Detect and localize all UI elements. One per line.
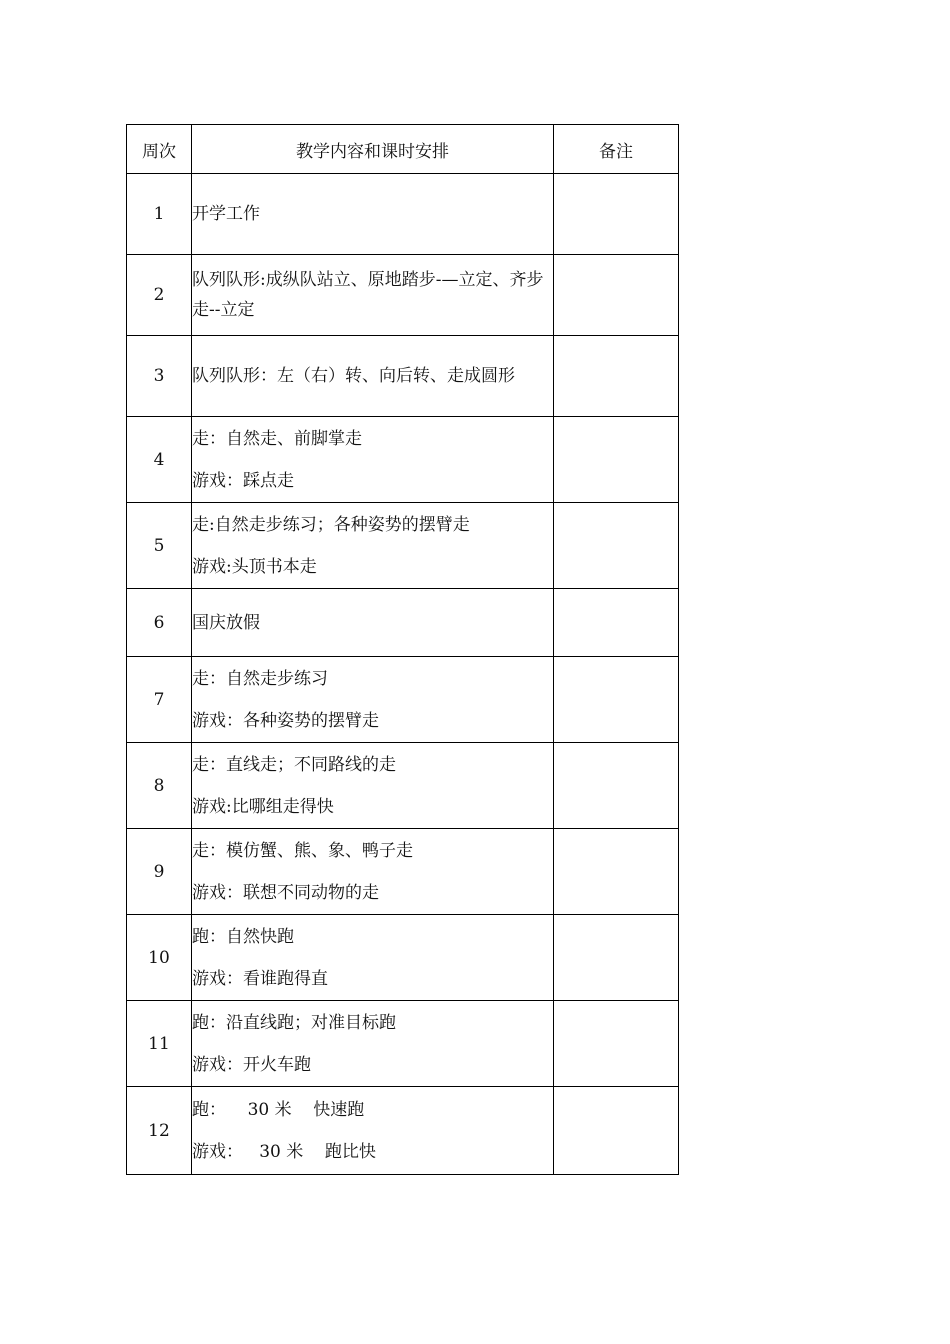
week-cell: 10	[127, 915, 192, 1001]
content-line: 跑：沿直线跑；对准目标跑	[192, 1012, 396, 1033]
content-line: 开学工作	[192, 204, 260, 224]
note-cell	[554, 589, 679, 657]
content-cell	[192, 743, 554, 829]
table-row	[127, 174, 679, 255]
content-line: 游戏：开火车跑	[192, 1054, 311, 1075]
table-row	[127, 503, 679, 589]
content-line: 游戏:头顶书本走	[192, 556, 317, 577]
week-cell: 5	[127, 503, 192, 589]
table-row	[127, 255, 679, 336]
note-cell	[554, 743, 679, 829]
table-row	[127, 1087, 679, 1175]
table-header-row	[127, 125, 679, 174]
week-cell: 8	[127, 743, 192, 829]
week-cell: 7	[127, 657, 192, 743]
content-line: 走：直线走；不同路线的走	[192, 754, 396, 775]
teaching-schedule-table	[126, 124, 679, 1175]
header-note: 备注	[554, 125, 679, 174]
table-row	[127, 336, 679, 417]
content-line: 走：自然走步练习	[192, 668, 328, 689]
content-line: 游戏： 30 米 跑比快	[192, 1141, 376, 1162]
content-cell	[192, 915, 554, 1001]
table-row	[127, 829, 679, 915]
table-row	[127, 1001, 679, 1087]
note-cell	[554, 174, 679, 255]
table-row	[127, 589, 679, 657]
week-cell: 6	[127, 589, 192, 657]
content-cell	[192, 589, 554, 657]
content-cell	[192, 829, 554, 915]
week-cell: 2	[127, 255, 192, 336]
header-content: 教学内容和课时安排	[192, 125, 554, 174]
content-cell	[192, 255, 554, 336]
note-cell	[554, 336, 679, 417]
note-cell	[554, 1001, 679, 1087]
note-cell	[554, 255, 679, 336]
week-cell: 9	[127, 829, 192, 915]
table-row	[127, 657, 679, 743]
week-cell: 1	[127, 174, 192, 255]
note-cell	[554, 915, 679, 1001]
content-line: 走：自然走、前脚掌走	[192, 428, 362, 449]
table-row	[127, 417, 679, 503]
content-line: 游戏：联想不同动物的走	[192, 882, 379, 903]
content-cell	[192, 657, 554, 743]
content-line: 跑： 30 米 快速跑	[192, 1099, 365, 1120]
content-line: 游戏:比哪组走得快	[192, 796, 334, 817]
content-cell	[192, 174, 554, 255]
content-line: 游戏：各种姿势的摆臂走	[192, 710, 379, 731]
week-cell: 11	[127, 1001, 192, 1087]
week-cell: 3	[127, 336, 192, 417]
week-cell: 12	[127, 1087, 192, 1175]
content-cell	[192, 417, 554, 503]
note-cell	[554, 1087, 679, 1175]
note-cell	[554, 417, 679, 503]
content-line: 队列队形:成纵队站立、原地踏步-—立定、齐步走--立定	[192, 270, 544, 320]
content-line: 国庆放假	[192, 612, 260, 633]
header-week: 周次	[127, 125, 192, 174]
content-line: 跑：自然快跑	[192, 926, 294, 947]
content-cell	[192, 503, 554, 589]
table-row	[127, 915, 679, 1001]
note-cell	[554, 829, 679, 915]
content-line: 走：模仿蟹、熊、象、鸭子走	[192, 840, 413, 861]
content-line: 游戏：踩点走	[192, 470, 294, 491]
content-cell	[192, 1001, 554, 1087]
week-cell: 4	[127, 417, 192, 503]
content-cell	[192, 336, 554, 417]
note-cell	[554, 657, 679, 743]
content-line: 游戏：看谁跑得直	[192, 968, 328, 989]
content-cell	[192, 1087, 554, 1175]
table-row	[127, 743, 679, 829]
content-line: 队列队形：左（右）转、向后转、走成圆形	[192, 366, 515, 386]
content-line: 走:自然走步练习；各种姿势的摆臂走	[192, 514, 470, 535]
note-cell	[554, 503, 679, 589]
